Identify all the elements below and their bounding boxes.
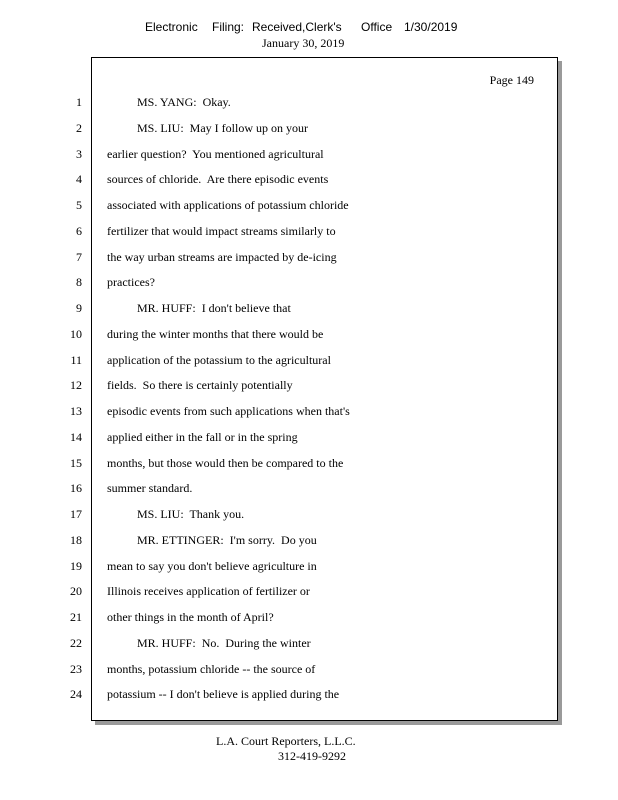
line-text: MS. LIU: Thank you. xyxy=(107,507,245,521)
line-number: 4 xyxy=(76,172,82,186)
line-text: MS. LIU: May I follow up on your xyxy=(107,121,308,135)
line-text: MR. ETTINGER: I'm sorry. Do you xyxy=(107,533,317,547)
line-text: episodic events from such applications when that's xyxy=(107,404,350,418)
line-number: 9 xyxy=(76,301,82,315)
line-text: application of the potassium to the agricultural xyxy=(107,353,331,367)
line-text: summer standard. xyxy=(107,481,193,495)
line-text: applied either in the fall or in the spring xyxy=(107,430,298,444)
line-number: 21 xyxy=(70,610,82,624)
line-number: 6 xyxy=(76,224,82,238)
line-number: 24 xyxy=(70,687,82,701)
line-text: mean to say you don't believe agriculture in xyxy=(107,559,317,573)
line-text: during the winter months that there would be xyxy=(107,327,324,341)
line-text: potassium -- I don't believe is applied during the xyxy=(107,687,340,701)
stamp-word-office: Office xyxy=(361,20,393,34)
stamp-date: 1/30/2019 xyxy=(404,20,458,34)
page-number: Page 149 xyxy=(489,73,534,87)
line-text: Illinois receives application of fertilizer or xyxy=(107,584,310,598)
line-text: MR. HUFF: No. During the winter xyxy=(107,636,311,650)
transcript-date: January 30, 2019 xyxy=(262,36,345,50)
reporter-company: L.A. Court Reporters, L.L.C. xyxy=(216,734,356,748)
line-number: 1 xyxy=(76,95,82,109)
line-number: 2 xyxy=(76,121,82,135)
line-text: fertilizer that would impact streams similarly to xyxy=(107,224,336,238)
line-number: 23 xyxy=(70,662,82,676)
line-number: 22 xyxy=(70,636,82,650)
line-number: 10 xyxy=(70,327,82,341)
line-number: 11 xyxy=(70,353,82,367)
line-number: 19 xyxy=(70,559,82,573)
line-text: MR. HUFF: I don't believe that xyxy=(107,301,291,315)
line-number: 20 xyxy=(70,584,82,598)
line-number: 13 xyxy=(70,404,82,418)
line-text: practices? xyxy=(107,275,155,289)
line-number: 17 xyxy=(70,507,82,521)
filing-stamp xyxy=(0,20,618,36)
stamp-word-filing: Filing: xyxy=(212,20,245,34)
line-text: months, potassium chloride -- the source of xyxy=(107,662,316,676)
line-text: other things in the month of April? xyxy=(107,610,274,624)
line-text: sources of chloride. Are there episodic events xyxy=(107,172,329,186)
line-number: 18 xyxy=(70,533,82,547)
line-text: the way urban streams are impacted by de-icing xyxy=(107,250,337,264)
line-number: 8 xyxy=(76,275,82,289)
line-text: fields. So there is certainly potentially xyxy=(107,378,293,392)
line-text: earlier question? You mentioned agricultural xyxy=(107,147,324,161)
stamp-word-electronic: Electronic xyxy=(145,20,198,34)
line-number: 16 xyxy=(70,481,82,495)
reporter-phone: 312-419-9292 xyxy=(278,749,346,763)
line-text: associated with applications of potassium chloride xyxy=(107,198,349,212)
line-number: 14 xyxy=(70,430,82,444)
stamp-word-received: Received,Clerk's xyxy=(252,20,342,34)
line-number: 7 xyxy=(76,250,82,264)
line-text: months, but those would then be compared to the xyxy=(107,456,344,470)
line-number: 3 xyxy=(76,147,82,161)
line-number: 12 xyxy=(70,378,82,392)
line-number: 5 xyxy=(76,198,82,212)
line-text: MS. YANG: Okay. xyxy=(107,95,231,109)
line-number: 15 xyxy=(70,456,82,470)
